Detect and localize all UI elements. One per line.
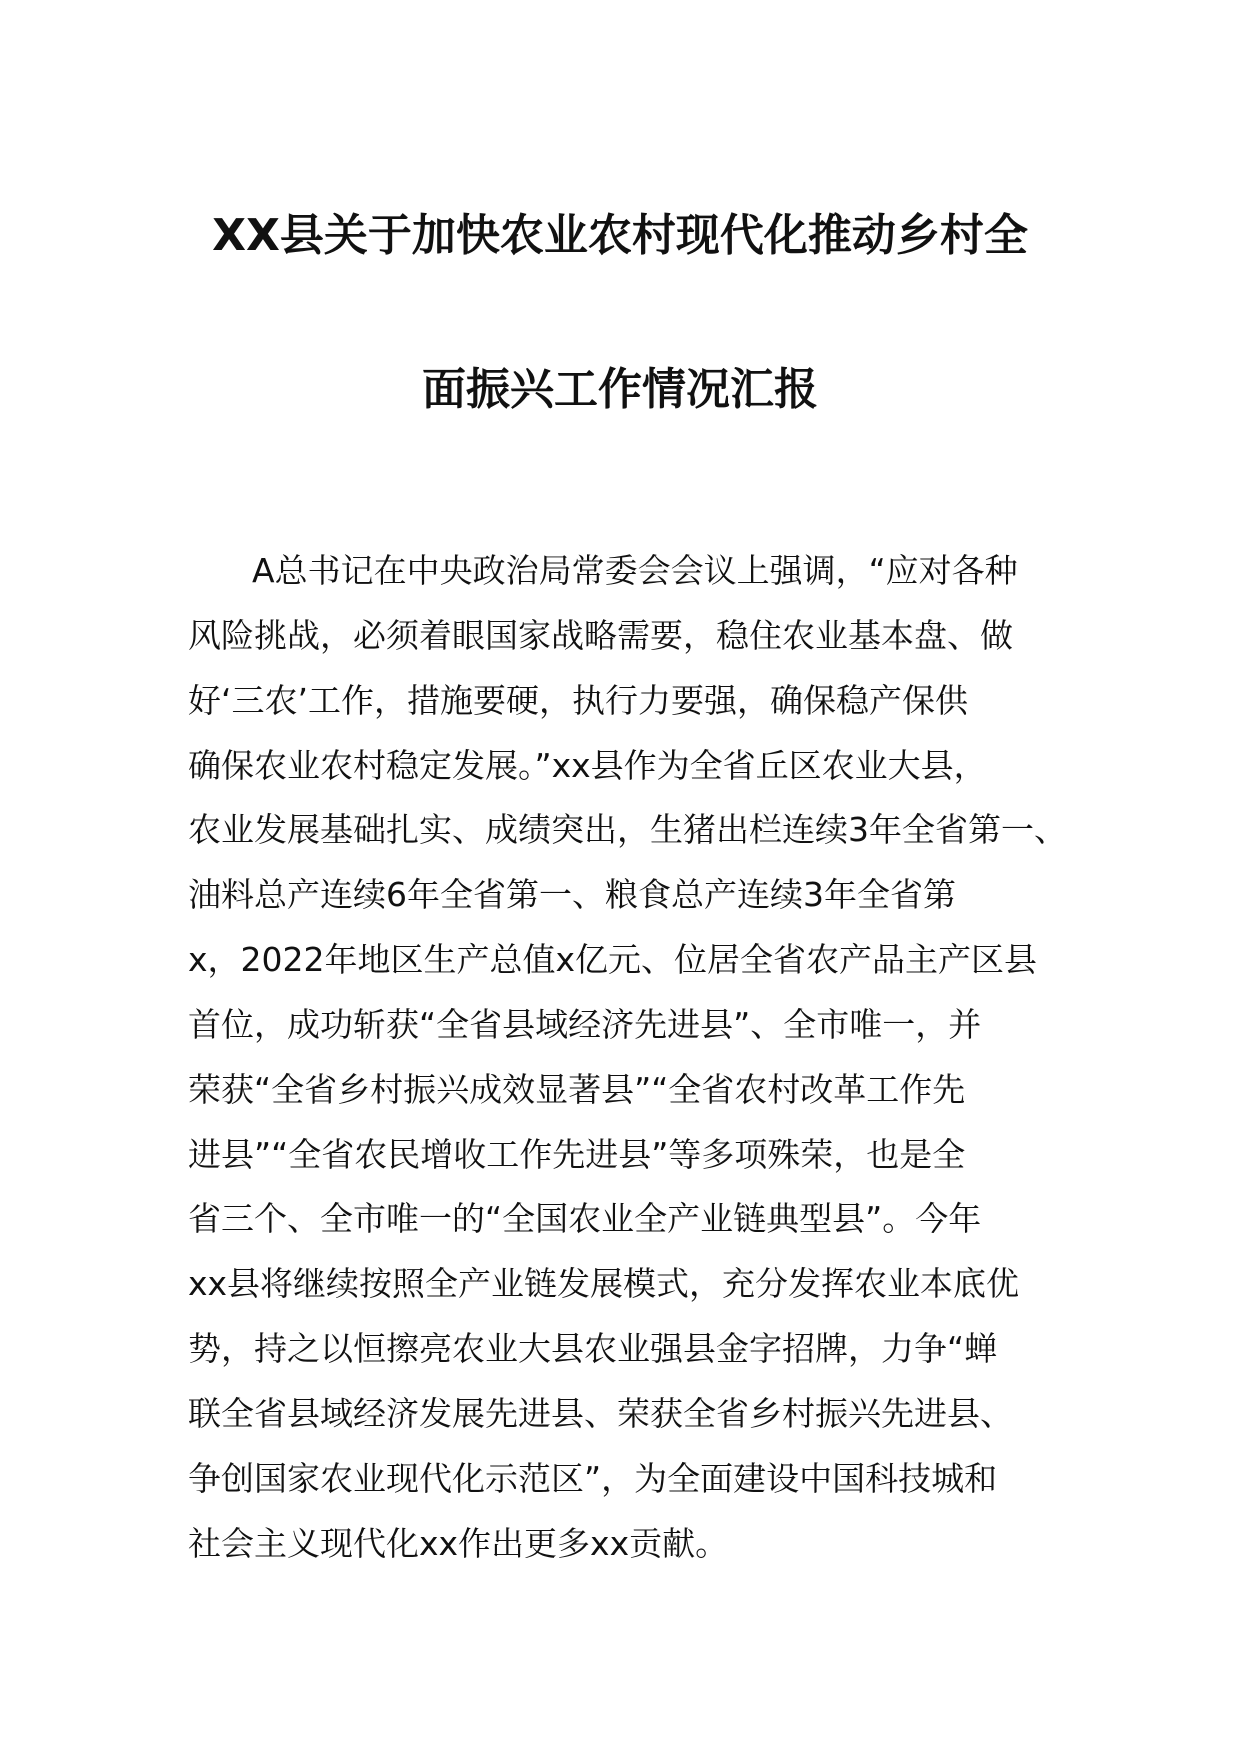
body-line-15: 争创国家农业现代化示范区”，为全面建设中国科技城和 xyxy=(188,1459,998,1498)
body-line-9: 荣获“全省乡村振兴成效显著县”“全省农村改革工作先 xyxy=(188,1070,966,1109)
body-line-7: x，2022年地区生产总值x亿元、位居全省农产品主产区县 xyxy=(188,940,1038,979)
body-line-11: 省三个、全市唯一的“全国农业全产业链典型县”。今年 xyxy=(188,1199,982,1238)
body-line-16: 社会主义现代化xx作出更多xx贡献。 xyxy=(188,1524,729,1563)
body-line-5: 农业发展基础扎实、成绩突出，生猪出栏连续3年全省第一、 xyxy=(188,810,1067,849)
body-line-10: 进县”“全省农民增收工作先进县”等多项殊荣，也是全 xyxy=(188,1135,966,1174)
body-line-13: 势，持之以恒擦亮农业大县农业强县金字招牌，力争“蝉 xyxy=(188,1329,998,1368)
document-title-line-2: 面振兴工作情况汇报 xyxy=(422,364,818,415)
body-line-3: 好‘三农’工作，措施要硬，执行力要强，确保稳产保供 xyxy=(188,681,968,720)
body-line-4: 确保农业农村稳定发展。”xx县作为全省丘区农业大县， xyxy=(188,746,987,785)
body-line-14: 联全省县域经济发展先进县、荣获全省乡村振兴先进县、 xyxy=(188,1394,1013,1433)
body-line-1: A总书记在中央政治局常委会会议上强调，“应对各种 xyxy=(252,551,1018,590)
body-line-2: 风险挑战，必须着眼国家战略需要，稳住农业基本盘、做 xyxy=(188,616,1013,655)
body-line-8: 首位，成功斩获“全省县域经济先进县”、全市唯一，并 xyxy=(188,1005,982,1044)
body-line-12: xx县将继续按照全产业链发展模式，充分发挥农业本底优 xyxy=(188,1264,1020,1303)
body-line-6: 油料总产连续6年全省第一、粮食总产连续3年全省第 xyxy=(188,875,956,914)
document-title-line-1: XX县关于加快农业农村现代化推动乡村全 xyxy=(212,210,1028,261)
